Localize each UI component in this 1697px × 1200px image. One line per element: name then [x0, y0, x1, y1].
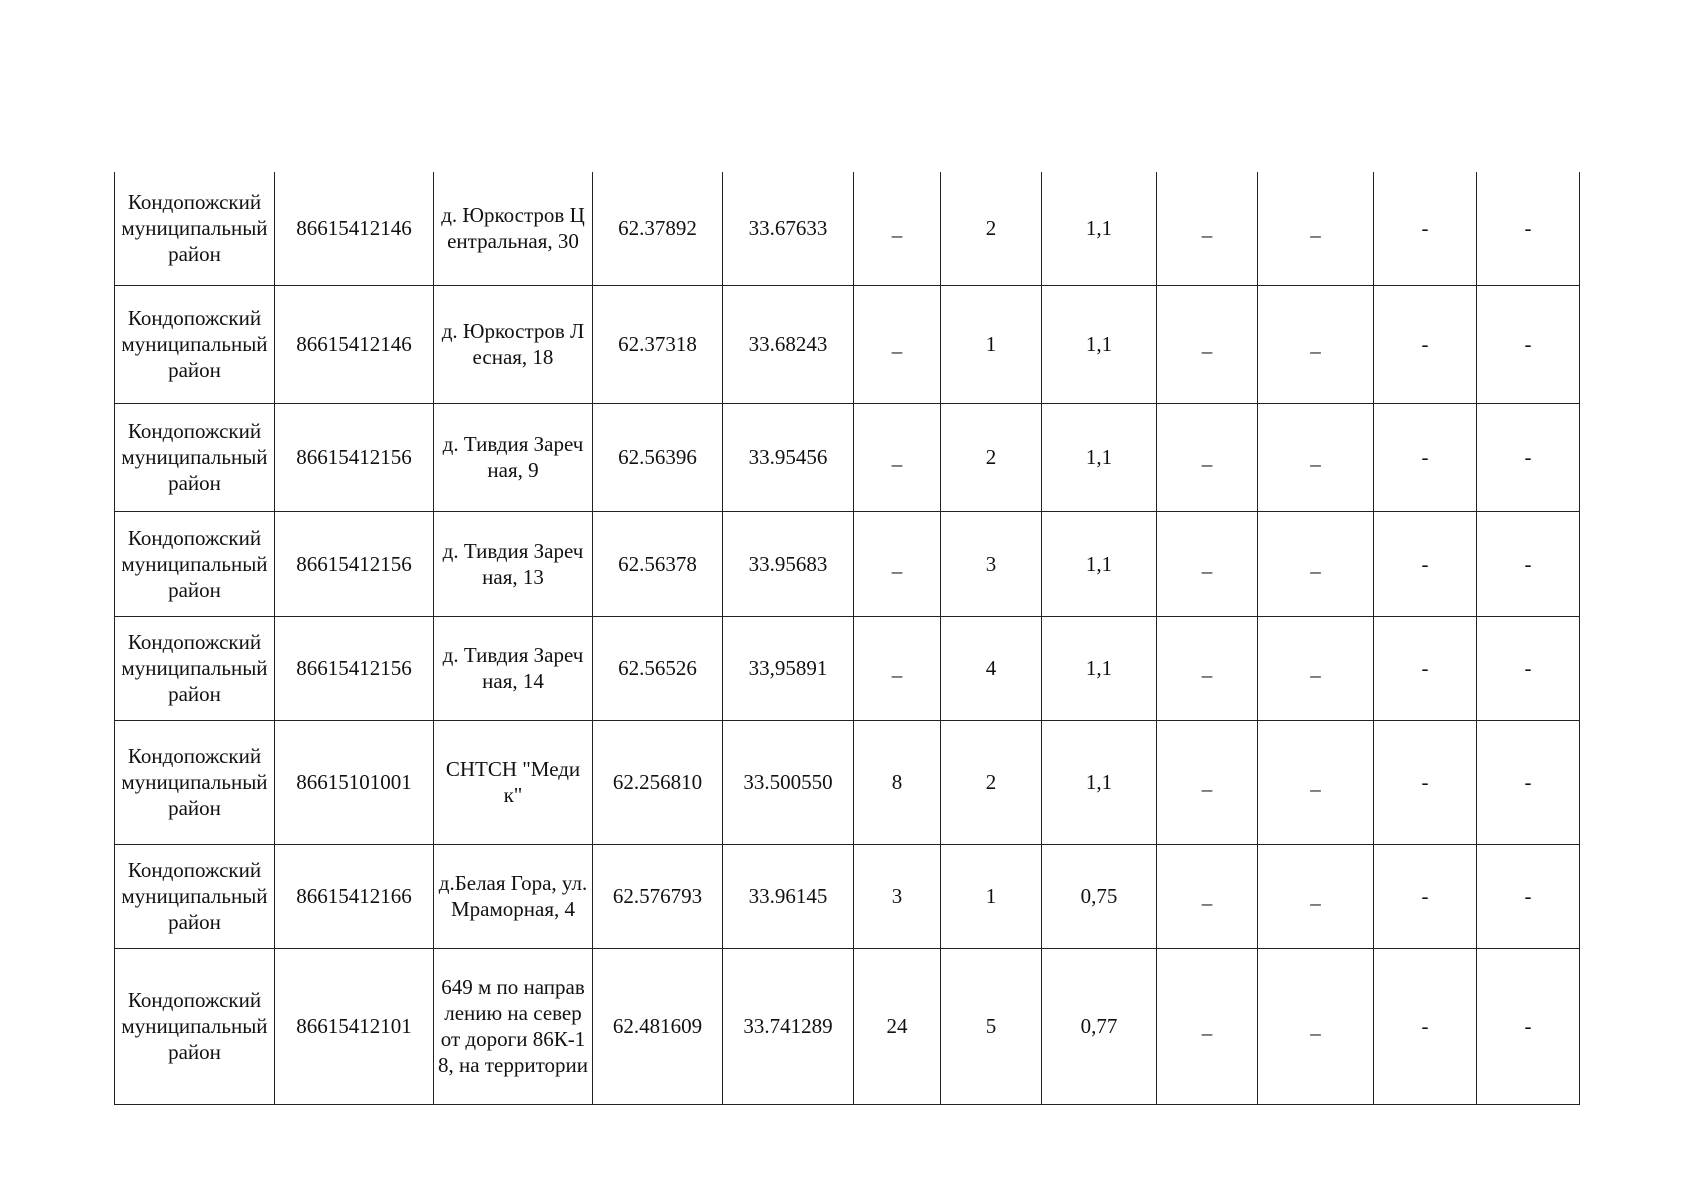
cell-col-7: 2 — [941, 720, 1042, 844]
cell-col-9: _ — [1157, 511, 1258, 616]
cell-col-9: _ — [1157, 844, 1258, 948]
cell-oktmo-code: 86615412166 — [275, 844, 434, 948]
cell-col-9: _ — [1157, 285, 1258, 403]
cell-col-6: 3 — [854, 844, 941, 948]
cell-longitude: 33.500550 — [723, 720, 854, 844]
table-row — [115, 285, 1580, 403]
cell-col-7: 1 — [941, 844, 1042, 948]
cell-address: д. Юркостров Лесная, 18 — [434, 285, 593, 403]
cell-col-12: - — [1477, 948, 1580, 1104]
cell-col-9: _ — [1157, 948, 1258, 1104]
table-row — [115, 844, 1580, 948]
cell-col-8: 1,1 — [1042, 720, 1157, 844]
cell-col-11: - — [1374, 172, 1477, 285]
cell-col-7: 2 — [941, 172, 1042, 285]
cell-district: Кондопожский муниципальный район — [115, 403, 275, 511]
cell-col-10: _ — [1258, 511, 1374, 616]
cell-col-7: 4 — [941, 616, 1042, 720]
cell-address: д. Юркостров Центральная, 30 — [434, 172, 593, 285]
cell-latitude: 62.481609 — [593, 948, 723, 1104]
cell-address: СНТСН "Медик" — [434, 720, 593, 844]
cell-col-12: - — [1477, 172, 1580, 285]
cell-col-12: - — [1477, 285, 1580, 403]
cell-col-10: _ — [1258, 616, 1374, 720]
cell-address: 649 м по направлению на север от дороги 86К-18, на территории — [434, 948, 593, 1104]
cell-oktmo-code: 86615412156 — [275, 511, 434, 616]
cell-longitude: 33.96145 — [723, 844, 854, 948]
cell-latitude: 62.37318 — [593, 285, 723, 403]
cell-oktmo-code: 86615412146 — [275, 172, 434, 285]
cell-longitude: 33,95891 — [723, 616, 854, 720]
cell-col-8: 1,1 — [1042, 172, 1157, 285]
cell-address: д. Тивдия Заречная, 14 — [434, 616, 593, 720]
cell-district: Кондопожский муниципальный район — [115, 844, 275, 948]
cell-district: Кондопожский муниципальный район — [115, 172, 275, 285]
cell-col-9: _ — [1157, 403, 1258, 511]
cell-address: д. Тивдия Заречная, 9 — [434, 403, 593, 511]
cell-col-10: _ — [1258, 172, 1374, 285]
cell-col-12: - — [1477, 403, 1580, 511]
cell-oktmo-code: 86615412156 — [275, 403, 434, 511]
cell-col-11: - — [1374, 948, 1477, 1104]
table-body — [115, 172, 1580, 1104]
cell-col-11: - — [1374, 511, 1477, 616]
cell-col-11: - — [1374, 403, 1477, 511]
cell-col-6: _ — [854, 172, 941, 285]
cell-col-7: 3 — [941, 511, 1042, 616]
cell-col-12: - — [1477, 844, 1580, 948]
cell-district: Кондопожский муниципальный район — [115, 720, 275, 844]
cell-col-11: - — [1374, 720, 1477, 844]
cell-col-8: 0,77 — [1042, 948, 1157, 1104]
cell-latitude: 62.256810 — [593, 720, 723, 844]
cell-oktmo-code: 86615412146 — [275, 285, 434, 403]
cell-col-9: _ — [1157, 720, 1258, 844]
cell-district: Кондопожский муниципальный район — [115, 511, 275, 616]
cell-col-8: 1,1 — [1042, 285, 1157, 403]
cell-col-10: _ — [1258, 720, 1374, 844]
cell-oktmo-code: 86615412156 — [275, 616, 434, 720]
cell-latitude: 62.56526 — [593, 616, 723, 720]
cell-longitude: 33.68243 — [723, 285, 854, 403]
cell-col-12: - — [1477, 511, 1580, 616]
cell-address: д. Тивдия Заречная, 13 — [434, 511, 593, 616]
cell-col-6: _ — [854, 403, 941, 511]
cell-col-6: _ — [854, 616, 941, 720]
cell-col-12: - — [1477, 720, 1580, 844]
cell-col-6: _ — [854, 285, 941, 403]
table-row — [115, 511, 1580, 616]
cell-col-8: 0,75 — [1042, 844, 1157, 948]
cell-col-7: 2 — [941, 403, 1042, 511]
cell-oktmo-code: 86615101001 — [275, 720, 434, 844]
cell-col-10: _ — [1258, 948, 1374, 1104]
registry-table — [114, 172, 1580, 1105]
cell-col-9: _ — [1157, 172, 1258, 285]
table-row — [115, 172, 1580, 285]
cell-district: Кондопожский муниципальный район — [115, 285, 275, 403]
cell-col-7: 1 — [941, 285, 1042, 403]
cell-col-8: 1,1 — [1042, 511, 1157, 616]
cell-district: Кондопожский муниципальный район — [115, 948, 275, 1104]
cell-latitude: 62.576793 — [593, 844, 723, 948]
cell-col-12: - — [1477, 616, 1580, 720]
table-row — [115, 720, 1580, 844]
cell-latitude: 62.56396 — [593, 403, 723, 511]
cell-district: Кондопожский муниципальный район — [115, 616, 275, 720]
cell-col-6: 24 — [854, 948, 941, 1104]
cell-col-11: - — [1374, 285, 1477, 403]
cell-col-8: 1,1 — [1042, 616, 1157, 720]
cell-longitude: 33.741289 — [723, 948, 854, 1104]
cell-longitude: 33.95456 — [723, 403, 854, 511]
cell-col-6: _ — [854, 511, 941, 616]
cell-col-10: _ — [1258, 844, 1374, 948]
cell-col-10: _ — [1258, 285, 1374, 403]
cell-latitude: 62.37892 — [593, 172, 723, 285]
cell-longitude: 33.95683 — [723, 511, 854, 616]
table-row — [115, 403, 1580, 511]
cell-col-6: 8 — [854, 720, 941, 844]
table-row — [115, 616, 1580, 720]
cell-address: д.Белая Гора, ул.Мраморная, 4 — [434, 844, 593, 948]
cell-col-9: _ — [1157, 616, 1258, 720]
cell-latitude: 62.56378 — [593, 511, 723, 616]
cell-longitude: 33.67633 — [723, 172, 854, 285]
cell-oktmo-code: 86615412101 — [275, 948, 434, 1104]
cell-col-11: - — [1374, 616, 1477, 720]
cell-col-7: 5 — [941, 948, 1042, 1104]
cell-col-11: - — [1374, 844, 1477, 948]
cell-col-8: 1,1 — [1042, 403, 1157, 511]
cell-col-10: _ — [1258, 403, 1374, 511]
table-row — [115, 948, 1580, 1104]
